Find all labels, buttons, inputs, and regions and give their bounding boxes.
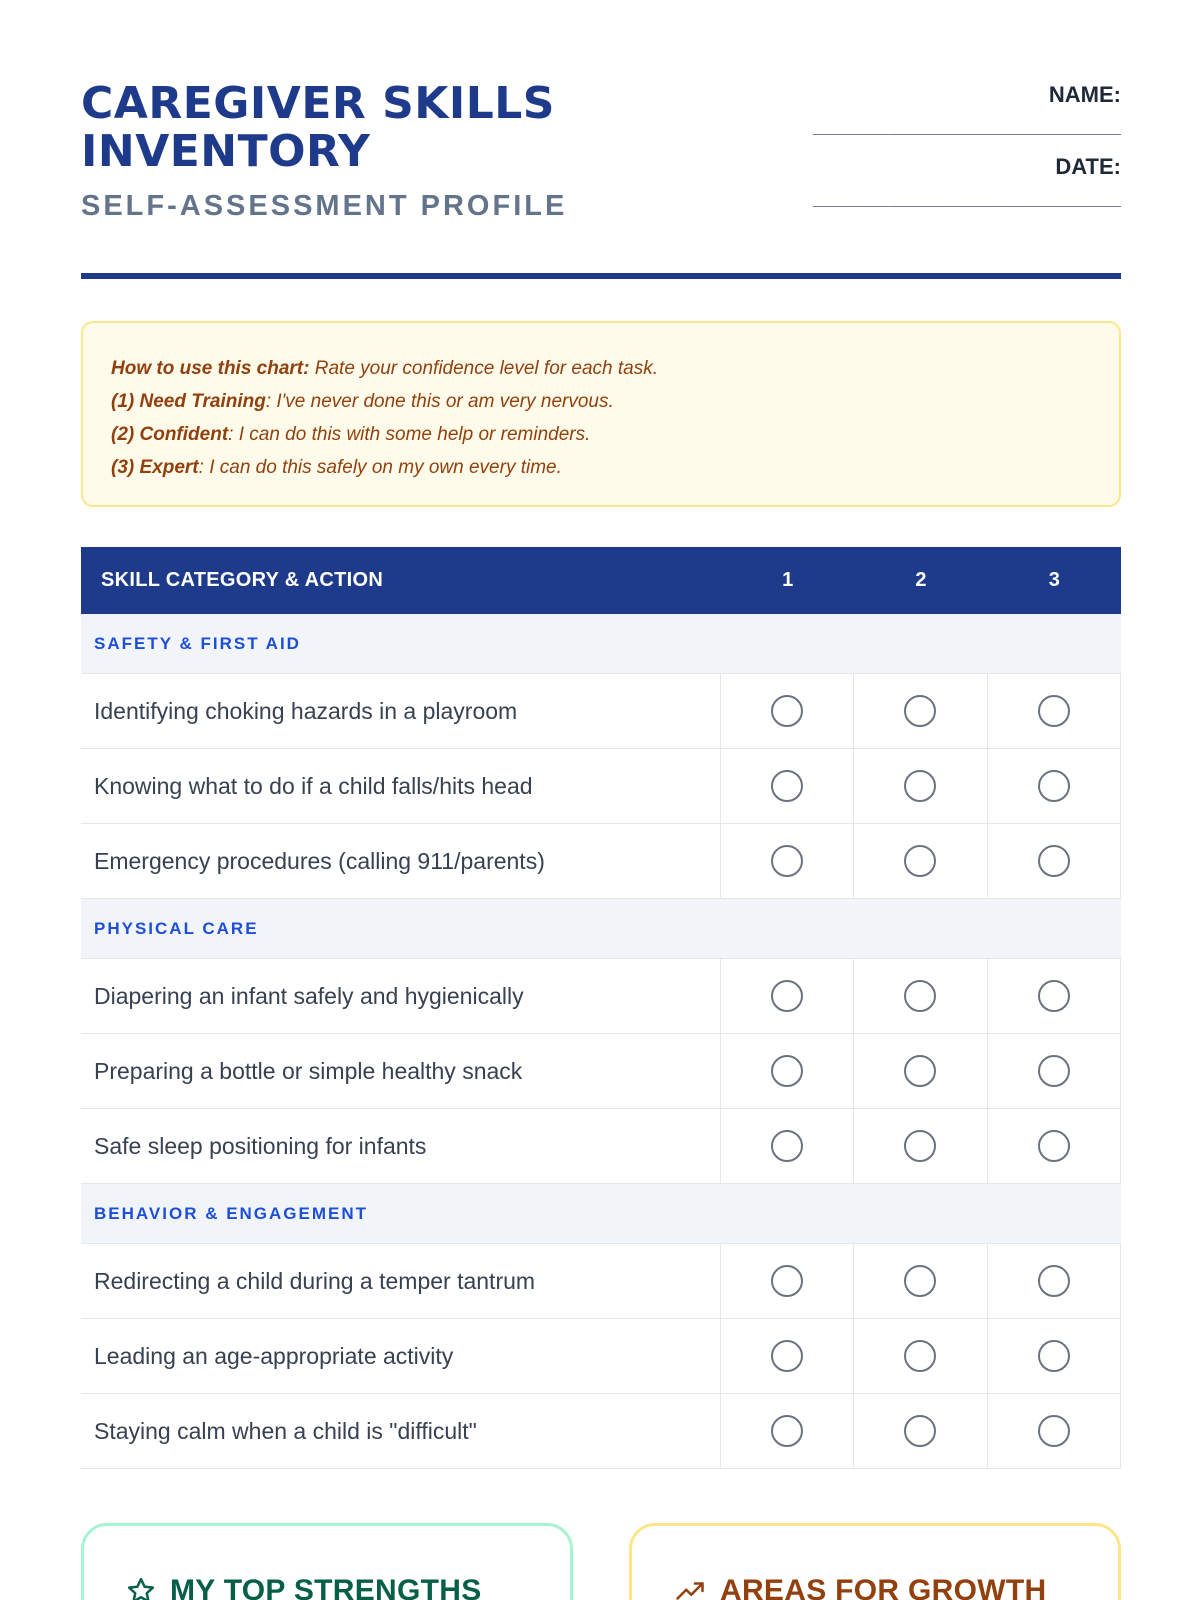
category-safety-first-aid: SAFETY & FIRST AID	[81, 614, 1121, 674]
rating-radio-3[interactable]	[1038, 770, 1070, 802]
rating-radio-3[interactable]	[1038, 1130, 1070, 1162]
rating-radio-3[interactable]	[1038, 845, 1070, 877]
table-row	[81, 824, 1121, 899]
instructions-level-1	[111, 385, 1091, 418]
skill-label: Knowing what to do if a child falls/hits head	[81, 749, 721, 823]
level-2-text: : I can do this with some help or reminders.	[228, 424, 591, 445]
rating-radio-2[interactable]	[904, 980, 936, 1012]
column-header-3: 3	[1048, 569, 1060, 591]
rating-radio-3[interactable]	[1038, 1340, 1070, 1372]
rating-radio-3[interactable]	[1038, 695, 1070, 727]
level-1-text: : I've never done this or am very nervous.	[265, 391, 614, 412]
title-line-2: INVENTORY	[81, 126, 371, 177]
skill-label: Preparing a bottle or simple healthy snack	[81, 1034, 721, 1108]
rating-radio-1[interactable]	[771, 695, 803, 727]
name-field[interactable]: ________________________________	[812, 116, 1121, 135]
table-row	[81, 674, 1121, 749]
rating-radio-3[interactable]	[1038, 1055, 1070, 1087]
rating-radio-2[interactable]	[904, 845, 936, 877]
meta-fields	[791, 82, 1121, 220]
rating-radio-2[interactable]	[904, 1340, 936, 1372]
category-physical-care: PHYSICAL CARE	[81, 899, 1121, 959]
rating-radio-3[interactable]	[1038, 1415, 1070, 1447]
rating-radio-2[interactable]	[904, 695, 936, 727]
column-header-2: 2	[915, 569, 927, 591]
rating-radio-1[interactable]	[771, 980, 803, 1012]
header-divider	[81, 273, 1121, 279]
rating-radio-1[interactable]	[771, 1130, 803, 1162]
strengths-heading	[126, 1574, 530, 1600]
strengths-title: MY TOP STRENGTHS	[170, 1574, 482, 1600]
instructions-intro	[111, 352, 1091, 385]
level-3-text: : I can do this safely on my own every time.	[198, 457, 562, 478]
rating-radio-1[interactable]	[771, 1055, 803, 1087]
rating-radio-1[interactable]	[771, 1340, 803, 1372]
rating-radio-2[interactable]	[904, 1055, 936, 1087]
star-icon	[126, 1576, 156, 1600]
table-row	[81, 749, 1121, 824]
rating-radio-1[interactable]	[771, 1415, 803, 1447]
table-row	[81, 1244, 1121, 1319]
skill-label: Diapering an infant safely and hygienically	[81, 959, 721, 1033]
title-line-1: CAREGIVER SKILLS	[81, 78, 555, 129]
rating-radio-2[interactable]	[904, 1265, 936, 1297]
trending-up-icon	[674, 1576, 706, 1600]
growth-box	[629, 1523, 1121, 1600]
skill-label: Identifying choking hazards in a playroom	[81, 674, 721, 748]
skills-table	[81, 547, 1121, 1469]
column-header-1: 1	[782, 569, 794, 591]
table-row	[81, 1319, 1121, 1394]
rating-radio-3[interactable]	[1038, 980, 1070, 1012]
skill-label: Emergency procedures (calling 911/parents)	[81, 824, 721, 898]
skill-label: Staying calm when a child is "difficult"	[81, 1394, 721, 1468]
rating-radio-2[interactable]	[904, 1415, 936, 1447]
table-header	[81, 547, 1121, 614]
level-2-label: (2) Confident	[111, 424, 229, 445]
date-field[interactable]: ________________________________	[812, 188, 1121, 207]
table-row	[81, 1109, 1121, 1184]
instructions-intro-text: Rate your confidence level for each task.	[309, 358, 658, 379]
skill-label: Leading an age-appropriate activity	[81, 1319, 721, 1393]
date-label: DATE:	[1055, 154, 1121, 179]
page-subtitle: SELF-ASSESSMENT PROFILE	[81, 190, 568, 222]
page-header	[81, 80, 1121, 280]
skill-label: Safe sleep positioning for infants	[81, 1109, 721, 1183]
rating-radio-1[interactable]	[771, 1265, 803, 1297]
instructions-level-2	[111, 418, 1091, 451]
table-row	[81, 1394, 1121, 1469]
rating-radio-2[interactable]	[904, 1130, 936, 1162]
rating-radio-1[interactable]	[771, 770, 803, 802]
table-row	[81, 1034, 1121, 1109]
rating-radio-2[interactable]	[904, 770, 936, 802]
rating-radio-1[interactable]	[771, 845, 803, 877]
skill-label: Redirecting a child during a temper tantrum	[81, 1244, 721, 1318]
growth-heading	[674, 1574, 1078, 1600]
growth-title: AREAS FOR GROWTH	[720, 1574, 1047, 1600]
category-behavior-engagement: BEHAVIOR & ENGAGEMENT	[81, 1184, 1121, 1244]
rating-radio-3[interactable]	[1038, 1265, 1070, 1297]
name-label: NAME:	[1048, 82, 1121, 107]
column-header-skill: SKILL CATEGORY & ACTION	[101, 569, 384, 591]
instructions-intro-label: How to use this chart:	[111, 358, 310, 379]
strengths-box	[81, 1523, 573, 1600]
level-3-label: (3) Expert	[111, 457, 199, 478]
level-1-label: (1) Need Training	[111, 391, 266, 412]
instructions-box	[81, 321, 1121, 507]
table-row	[81, 959, 1121, 1034]
instructions-level-3	[111, 451, 1091, 484]
